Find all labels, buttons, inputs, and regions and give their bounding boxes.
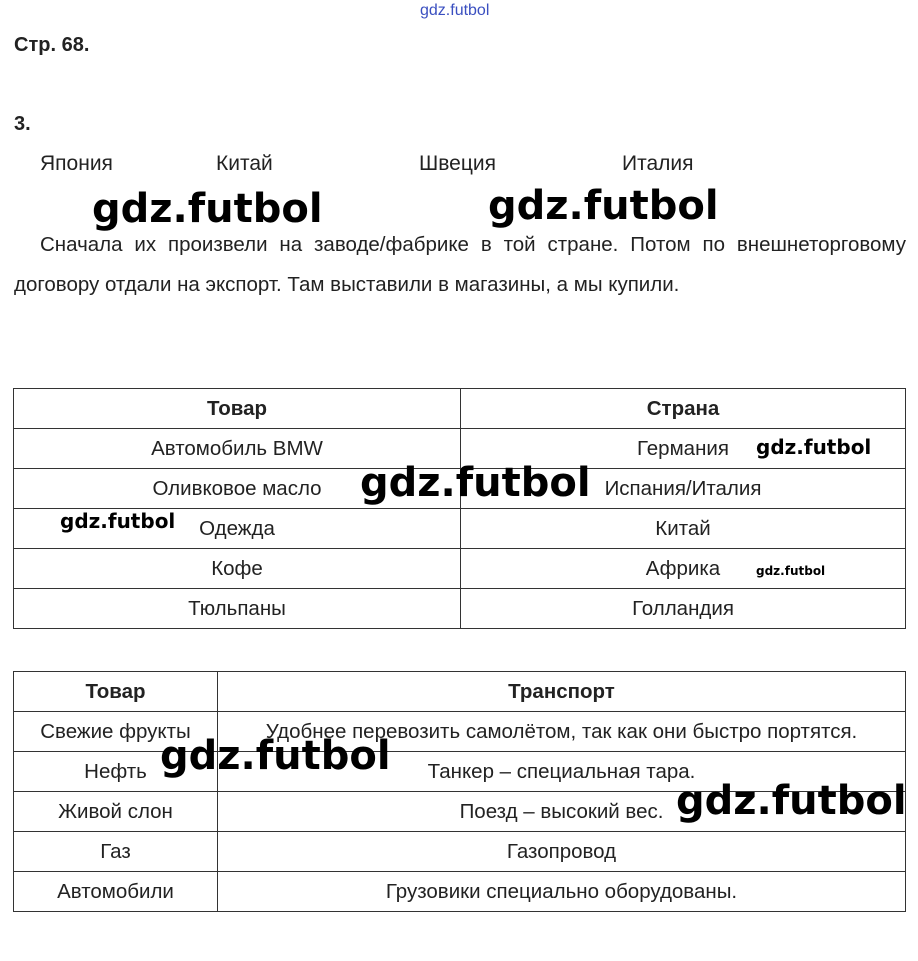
table-cell: Германия xyxy=(461,429,906,469)
country-label: Швеция xyxy=(419,152,496,175)
table-row xyxy=(14,712,906,752)
table-cell: Танкер – специальная тара. xyxy=(218,752,906,792)
table-cell: Автомобили xyxy=(14,872,218,912)
country-label: Япония xyxy=(40,152,113,175)
watermark: gdz.futbol xyxy=(676,778,907,824)
table-cell: Автомобиль BMW xyxy=(14,429,461,469)
watermark: gdz.futbol xyxy=(360,460,591,506)
table-header: Страна xyxy=(461,389,906,429)
watermark: gdz.futbol xyxy=(756,435,872,459)
table-cell: Живой слон xyxy=(14,792,218,832)
table-cell: Грузовики специально оборудованы. xyxy=(218,872,906,912)
table-header-row xyxy=(14,672,906,712)
watermark: gdz.futbol xyxy=(488,183,719,229)
watermark: gdz.futbol xyxy=(60,509,176,533)
task-number: 3. xyxy=(14,113,31,135)
table-cell: Оливковое масло xyxy=(14,469,461,509)
watermark: gdz.futbol xyxy=(160,733,391,779)
table-cell: Одежда xyxy=(14,509,461,549)
table-row xyxy=(14,832,906,872)
table-cell: Удобнее перевозить самолётом, так как они быстро портятся. xyxy=(218,712,906,752)
table-header: Товар xyxy=(14,389,461,429)
table-cell: Газ xyxy=(14,832,218,872)
table-header-row xyxy=(14,389,906,429)
table-cell: Испания/Италия xyxy=(461,469,906,509)
answer-paragraph: Сначала их произвели на заводе/фабрике в той стране. Потом по внешнеторговому договору отдали на экспорт. Там выставили в магазины, а мы купили. xyxy=(14,233,906,296)
country-label: Италия xyxy=(622,152,694,175)
page-label: Стр. 68. xyxy=(14,34,90,56)
table-header: Товар xyxy=(14,672,218,712)
table-header: Транспорт xyxy=(218,672,906,712)
table-row xyxy=(14,589,906,629)
table-cell: Голландия xyxy=(461,589,906,629)
country-label: Китай xyxy=(216,152,273,175)
table-cell: Кофе xyxy=(14,549,461,589)
watermark: gdz.futbol xyxy=(756,564,826,578)
table-cell: Тюльпаны xyxy=(14,589,461,629)
table-row xyxy=(14,872,906,912)
table-cell: Поезд – высокий вес. xyxy=(218,792,906,832)
watermark: gdz.futbol xyxy=(92,186,323,232)
table-cell: Африка xyxy=(461,549,906,589)
top-watermark: gdz.futbol xyxy=(420,2,490,19)
table-cell: Нефть xyxy=(14,752,218,792)
table-cell: Свежие фрукты xyxy=(14,712,218,752)
table-cell: Китай xyxy=(461,509,906,549)
table-cell: Газопровод xyxy=(218,832,906,872)
